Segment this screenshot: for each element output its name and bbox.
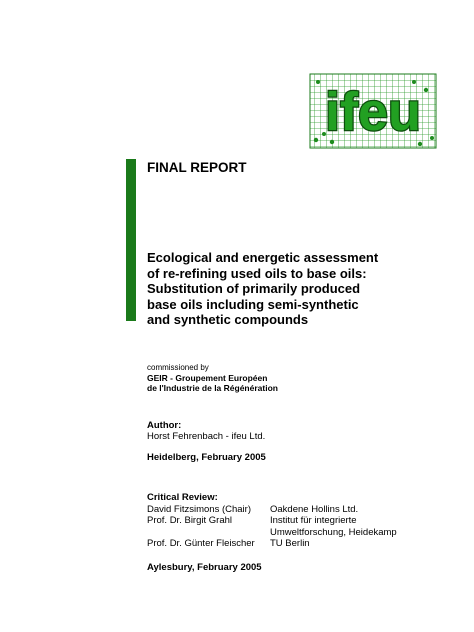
title-page-content bbox=[147, 160, 467, 573]
critical-review-section bbox=[147, 492, 467, 573]
reviewer-table bbox=[147, 504, 467, 550]
report-title: Ecological and energetic assessment of re-refining used oils to base oils: Substitution of primarily produced base oils including semi-synthetic and synthetic compounds bbox=[147, 250, 379, 327]
commissioned-section bbox=[147, 363, 467, 394]
review-place-date: Aylesbury, February 2005 bbox=[147, 561, 262, 573]
ifeu-logo bbox=[302, 68, 442, 154]
reviewer-org: Institut für integrierte bbox=[270, 515, 357, 526]
author-heading: Author: bbox=[147, 419, 182, 431]
reviewer-org: TU Berlin bbox=[270, 538, 310, 549]
reviewer-name: David Fitzsimons (Chair) bbox=[147, 503, 251, 515]
commissioned-label: commissioned by bbox=[147, 362, 209, 372]
report-label: FINAL REPORT bbox=[147, 160, 247, 175]
reviewer-name: Prof. Dr. Birgit Grahl bbox=[147, 515, 232, 526]
reviewer-org: Umweltforschung, Heidekamp bbox=[270, 526, 397, 538]
reviewer-org: Oakdene Hollins Ltd. bbox=[270, 503, 359, 515]
reviewer-name: Prof. Dr. Günter Fleischer bbox=[147, 538, 255, 549]
logo-text: ifeu bbox=[324, 82, 422, 142]
accent-bar bbox=[126, 159, 136, 321]
author-name: Horst Fehrenbach - ifeu Ltd. bbox=[147, 431, 266, 442]
ifeu-logo-graphic bbox=[302, 68, 442, 154]
author-section bbox=[147, 420, 467, 464]
review-heading: Critical Review: bbox=[147, 492, 218, 503]
commissioning-organization: GEIR - Groupement Européen de l'Industrie de la Régénération bbox=[147, 372, 278, 393]
author-place-date: Heidelberg, February 2005 bbox=[147, 451, 266, 463]
reviewer-name bbox=[147, 527, 270, 539]
